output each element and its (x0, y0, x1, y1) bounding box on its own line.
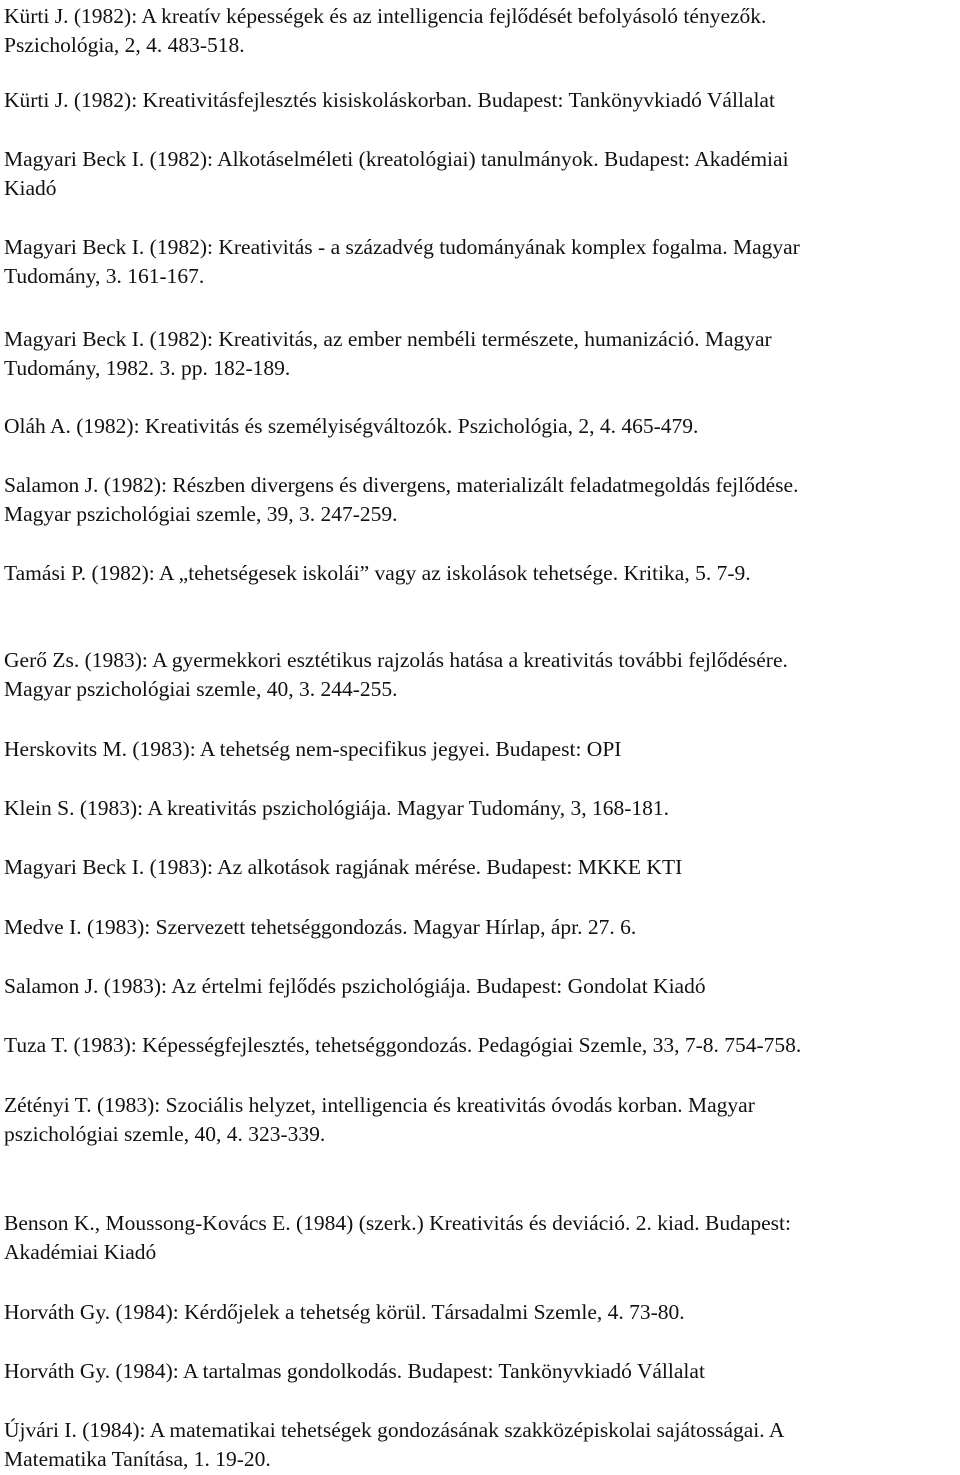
reference-entry (4, 1357, 960, 1386)
reference-line: Magyar pszichológiai szemle, 40, 3. 244-255. (4, 677, 398, 701)
reference-entry (4, 325, 960, 383)
reference-line: Magyari Beck I. (1982): Kreativitás - a századvég tudományának komplex fogalma. Magyar (4, 235, 800, 259)
reference-entry (4, 471, 960, 529)
reference-line: Medve I. (1983): Szervezett tehetséggondozás. Magyar Hírlap, ápr. 27. 6. (4, 915, 637, 939)
reference-line: Akadémiai Kiadó (4, 1240, 157, 1264)
reference-line: Klein S. (1983): A kreativitás pszichológiája. Magyar Tudomány, 3, 168-181. (4, 796, 670, 820)
reference-line: Magyar pszichológiai szemle, 39, 3. 247-259. (4, 502, 398, 526)
reference-entry (4, 735, 960, 764)
reference-line: Herskovits M. (1983): A tehetség nem-specifikus jegyei. Budapest: OPI (4, 737, 622, 761)
reference-entry (4, 646, 960, 704)
reference-line: Benson K., Moussong-Kovács E. (1984) (szerk.) Kreativitás és deviáció. 2. kiad. Budapest: (4, 1211, 791, 1235)
reference-entry (4, 2, 960, 60)
reference-entry (4, 972, 960, 1001)
reference-line: Magyari Beck I. (1983): Az alkotások ragjának mérése. Budapest: MKKE KTI (4, 855, 683, 879)
reference-entry (4, 233, 960, 291)
reference-entry (4, 412, 960, 441)
reference-line: Zétényi T. (1983): Szociális helyzet, intelligencia és kreativitás óvodás korban. Magyar (4, 1093, 755, 1117)
reference-line: Kiadó (4, 176, 57, 200)
reference-entry (4, 86, 960, 115)
reference-line: Tudomány, 3. 161-167. (4, 264, 205, 288)
reference-line: Tamási P. (1982): A „tehetségesek iskolái” vagy az iskolások tehetsége. Kritika, 5. 7-9. (4, 561, 751, 585)
reference-entry (4, 559, 960, 588)
reference-entry (4, 913, 960, 942)
reference-line: Horváth Gy. (1984): Kérdőjelek a tehetség körül. Társadalmi Szemle, 4. 73-80. (4, 1300, 685, 1324)
reference-entry (4, 1031, 960, 1060)
reference-line: pszichológiai szemle, 40, 4. 323-339. (4, 1122, 326, 1146)
reference-line: Magyari Beck I. (1982): Alkotáselméleti (kreatológiai) tanulmányok. Budapest: Akadémiai (4, 147, 789, 171)
reference-line: Tudomány, 1982. 3. pp. 182-189. (4, 356, 291, 380)
reference-line: Kürti J. (1982): Kreativitásfejlesztés kisiskoláskorban. Budapest: Tankönyvkiadó Vállalat (4, 88, 775, 112)
reference-line: Kürti J. (1982): A kreatív képességek és az intelligencia fejlődését befolyásoló tényezők. (4, 4, 767, 28)
reference-line: Horváth Gy. (1984): A tartalmas gondolkodás. Budapest: Tankönyvkiadó Vállalat (4, 1359, 705, 1383)
reference-entry (4, 1209, 960, 1267)
reference-line: Matematika Tanítása, 1. 19-20. (4, 1447, 271, 1471)
reference-entry (4, 145, 960, 203)
reference-entry (4, 1416, 960, 1474)
reference-line: Salamon J. (1982): Részben divergens és divergens, materializált feladatmegoldás fejlődése. (4, 473, 799, 497)
reference-line: Magyari Beck I. (1982): Kreativitás, az ember nembéli természete, humanizáció. Magyar (4, 327, 772, 351)
reference-line: Pszichológia, 2, 4. 483-518. (4, 33, 245, 57)
reference-line: Gerő Zs. (1983): A gyermekkori esztétikus rajzolás hatása a kreativitás további fejlődésére. (4, 648, 788, 672)
reference-entry (4, 794, 960, 823)
reference-entry (4, 1091, 960, 1149)
reference-line: Oláh A. (1982): Kreativitás és személyiségváltozók. Pszichológia, 2, 4. 465-479. (4, 414, 699, 438)
reference-line: Újvári I. (1984): A matematikai tehetségek gondozásának szakközépiskolai sajátosságai. A (4, 1418, 785, 1442)
reference-line: Salamon J. (1983): Az értelmi fejlődés pszichológiája. Budapest: Gondolat Kiadó (4, 974, 706, 998)
reference-line: Tuza T. (1983): Képességfejlesztés, tehetséggondozás. Pedagógiai Szemle, 33, 7-8. 754-758. (4, 1033, 802, 1057)
reference-entry (4, 1298, 960, 1327)
reference-entry (4, 853, 960, 882)
